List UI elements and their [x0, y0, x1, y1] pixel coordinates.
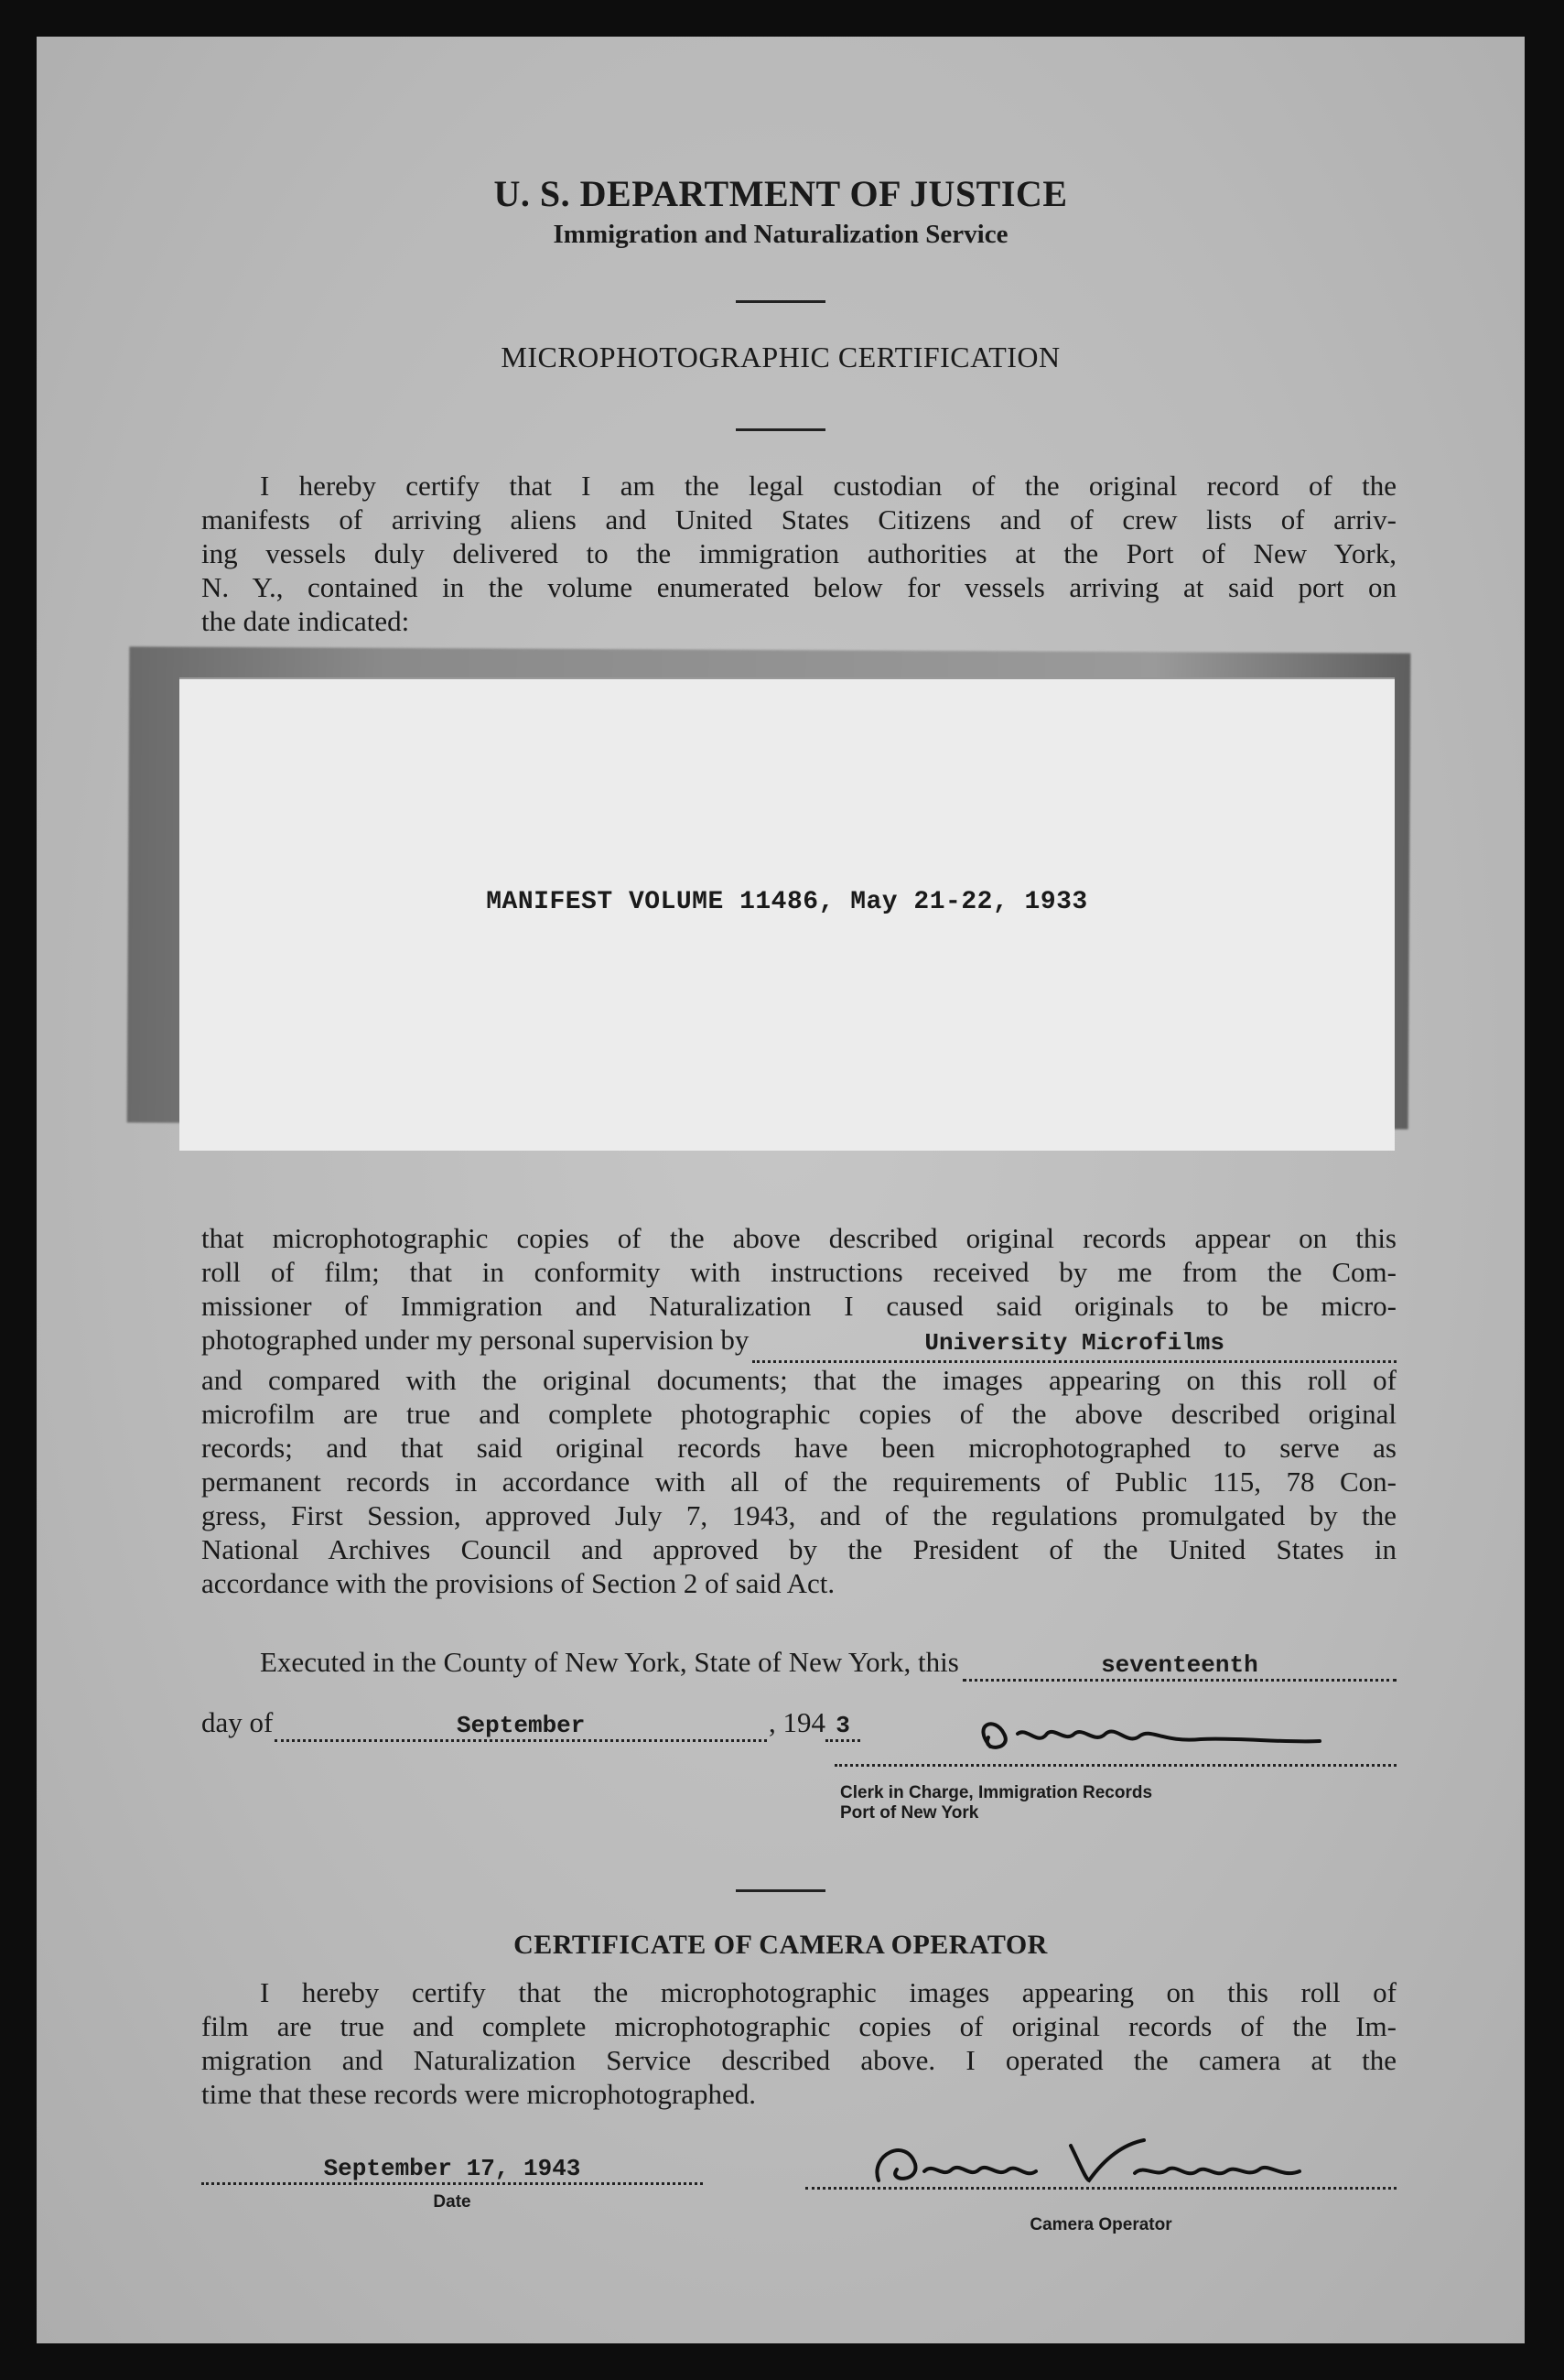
text-line: ing vessels duly delivered to the immigration authorities at the Port of New York, [201, 537, 1397, 569]
text-line: accordance with the provisions of Section 2 of said Act. [201, 1567, 836, 1599]
date-field [201, 2155, 703, 2212]
month-field [275, 1712, 767, 1742]
year-digit: 3 [836, 1712, 850, 1739]
body-paragraph [201, 1221, 1397, 1600]
volume-card [179, 677, 1395, 1151]
supervision-prefix: photographed under my personal supervision by [201, 1324, 750, 1356]
text-line: roll of film; that in conformity with instructions received by me from the Com- [201, 1256, 1397, 1288]
text-line: the date indicated: [201, 605, 410, 637]
text-line: permanent records in accordance with all of the requirements of Public 115, 78 Con- [201, 1466, 1397, 1498]
year-prefix: , 194 [769, 1706, 825, 1738]
camera-paragraph [201, 1975, 1397, 2111]
clerk-signature-field [835, 1764, 1397, 1767]
camera-operator-title: CERTIFICATE OF CAMERA OPERATOR [513, 1930, 1048, 1960]
department-heading: U. S. DEPARTMENT OF JUSTICE [493, 173, 1068, 214]
executed-prefix: Executed in the County of New York, State of New York, this [260, 1646, 959, 1678]
date-label: Date [433, 2192, 471, 2212]
date-line [201, 1706, 860, 1742]
date-underline [201, 2155, 703, 2185]
supervision-field [752, 1326, 1397, 1363]
volume-label: MANIFEST VOLUME 11486, May 21-22, 1933 [486, 888, 1088, 916]
divider [736, 300, 825, 303]
date-value: September 17, 1943 [323, 2155, 581, 2182]
text-line: N. Y., contained in the volume enumerated below for vessels arriving at said port on [201, 571, 1397, 603]
text-line: time that these records were microphotographed. [201, 2078, 756, 2110]
clerk-signature-line [835, 1728, 1397, 1774]
intro-paragraph [201, 469, 1397, 638]
day-value: seventeenth [1101, 1651, 1258, 1679]
text-line: and compared with the original documents; that the images appearing on this roll of [201, 1364, 1397, 1396]
supervision-value: University Microfilms [924, 1329, 1224, 1357]
text-line: National Archives Council and approved by the President of the United States in [201, 1533, 1397, 1565]
day-of-label: day of [201, 1706, 274, 1738]
supervision-line [201, 1323, 1397, 1363]
month-value: September [456, 1712, 586, 1739]
clerk-signature [835, 1706, 1397, 1761]
text-line: film are true and complete microphotographic copies of original records of the Im- [201, 2010, 1397, 2042]
text-line: migration and Naturalization Service described above. I operated the camera at the [201, 2044, 1397, 2076]
text-line: manifests of arriving aliens and United States Citizens and of crew lists of arriv- [201, 503, 1397, 536]
text-line: that microphotographic copies of the above described original records appear on this [201, 1222, 1397, 1254]
divider [736, 1889, 825, 1892]
operator-label: Camera Operator [1030, 2215, 1172, 2234]
text-line: I hereby certify that the microphotographic images appearing on this roll of [260, 1976, 1397, 2008]
service-subheading: Immigration and Naturalization Service [553, 220, 1009, 249]
divider [736, 428, 825, 431]
clerk-caption [840, 1783, 1152, 1823]
text-line: missioner of Immigration and Naturalization I caused said originals to be micro- [201, 1290, 1397, 1322]
clerk-title: Clerk in Charge, Immigration Records [840, 1783, 1153, 1802]
text-line: records; and that said original records have been microphotographed to serve as [201, 1432, 1397, 1464]
operator-signature [805, 2127, 1397, 2191]
certification-title: MICROPHOTOGRAPHIC CERTIFICATION [501, 341, 1061, 373]
text-line: microfilm are true and complete photographic copies of the above described original [201, 1398, 1397, 1430]
operator-signature-line [805, 2133, 1397, 2197]
clerk-port: Port of New York [840, 1803, 979, 1823]
certificate-page [37, 37, 1525, 2343]
day-field [963, 1651, 1397, 1682]
operator-signature-field [805, 2187, 1397, 2190]
text-line: I hereby certify that I am the legal custodian of the original record of the [260, 470, 1397, 502]
executed-line [260, 1646, 1397, 1682]
text-line: gress, First Session, approved July 7, 1943, and of the regulations promulgated by the [201, 1499, 1397, 1531]
